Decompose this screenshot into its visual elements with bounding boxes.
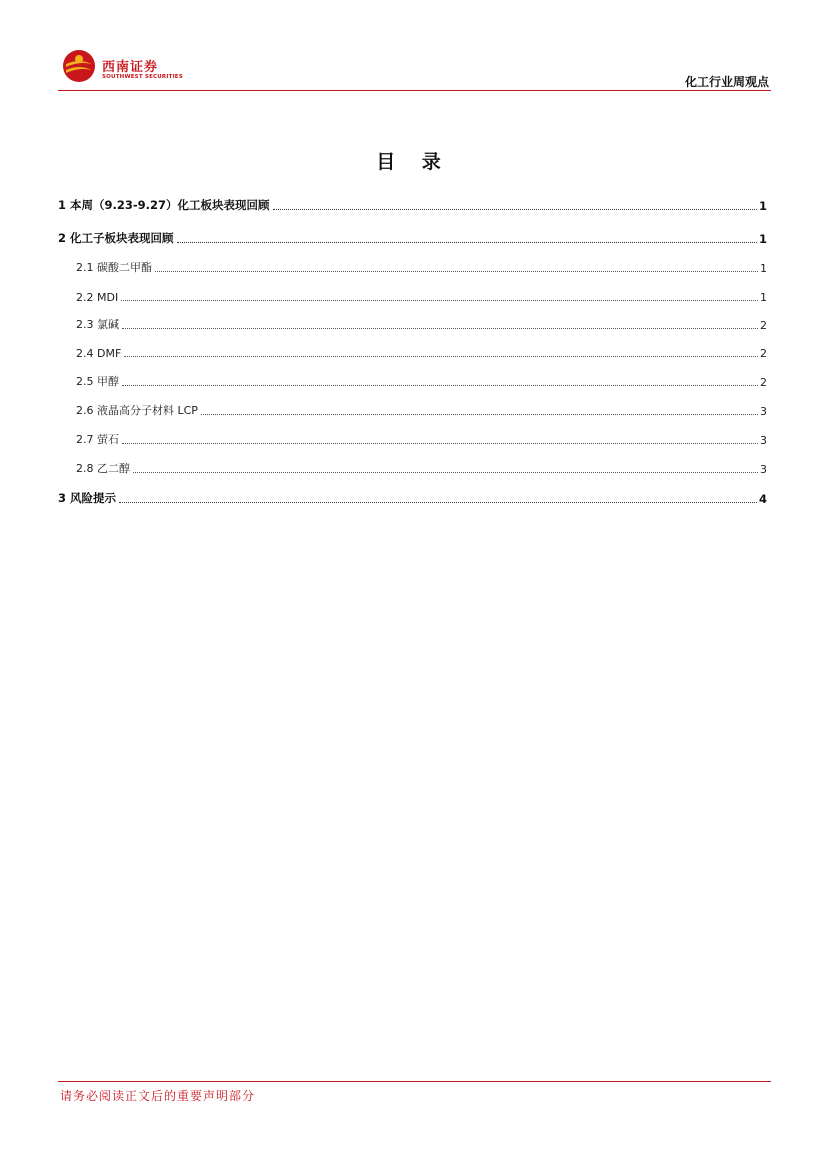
toc-entry[interactable] (58, 257, 767, 275)
toc-entry-label: 2.6 液晶高分子材料 LCP (76, 404, 198, 417)
toc-entry-label: 2 化工子板块表现回顾 (58, 231, 174, 245)
logo-english-name: SOUTHWEST SECURITIES (102, 74, 183, 80)
report-type-title: 化工行业周观点 (684, 75, 769, 89)
toc-page-number: 3 (760, 405, 767, 418)
southwest-securities-logo-icon (62, 49, 96, 83)
toc-entry-label: 2.5 甲醇 (76, 375, 119, 388)
toc-page-number: 1 (760, 262, 767, 275)
toc-entry-label: 3 风险提示 (58, 491, 117, 505)
toc-dot-leader (122, 328, 758, 329)
toc-dot-leader (273, 209, 757, 210)
toc-entry[interactable] (58, 195, 767, 213)
toc-entry-label: 2.7 萤石 (76, 433, 119, 446)
toc-page-number: 3 (760, 434, 767, 447)
toc-page-number: 3 (760, 463, 767, 476)
toc-dot-leader (122, 385, 758, 386)
toc-entry-label: 2.2 MDI (76, 291, 119, 304)
toc-title: 目 录 (376, 151, 451, 173)
toc-page-number: 1 (758, 232, 767, 246)
toc-dot-leader (122, 443, 758, 444)
toc-page-number: 2 (760, 376, 767, 389)
toc-entry[interactable] (58, 458, 767, 476)
footer-divider (58, 1081, 771, 1082)
toc-entry[interactable] (58, 286, 767, 304)
toc-entry-label: 2.3 氯碱 (76, 318, 119, 331)
toc-entry-label: 1 本周（9.23-9.27）化工板块表现回顾 (58, 198, 270, 212)
toc-entry[interactable] (58, 488, 767, 506)
toc-page-number: 2 (760, 347, 767, 360)
toc-dot-leader (155, 271, 758, 272)
toc-page-number: 4 (758, 492, 767, 506)
footer-disclaimer: 请务必阅读正文后的重要声明部分 (60, 1089, 256, 1103)
toc-dot-leader (121, 300, 758, 301)
toc-entry[interactable] (58, 228, 767, 246)
toc-dot-leader (177, 242, 757, 243)
toc-dot-leader (124, 356, 758, 357)
toc-entry[interactable] (58, 314, 767, 332)
toc-dot-leader (119, 502, 757, 503)
toc-page-number: 2 (760, 319, 767, 332)
toc-entry[interactable] (58, 342, 767, 360)
toc-page-number: 1 (760, 291, 767, 304)
toc-entry-label: 2.1 碳酸二甲酯 (76, 261, 152, 274)
page-header (58, 46, 771, 92)
toc-entry-label: 2.4 DMF (76, 347, 122, 360)
toc-entry[interactable] (58, 371, 767, 389)
toc-entry-label: 2.8 乙二醇 (76, 462, 130, 475)
header-divider (58, 90, 771, 91)
toc-dot-leader (133, 472, 758, 473)
toc-page-number: 1 (758, 199, 767, 213)
toc-dot-leader (201, 414, 758, 415)
toc-entry[interactable] (58, 429, 767, 447)
logo-chinese-name: 西南证券 (102, 60, 159, 75)
toc-entry[interactable] (58, 400, 767, 418)
